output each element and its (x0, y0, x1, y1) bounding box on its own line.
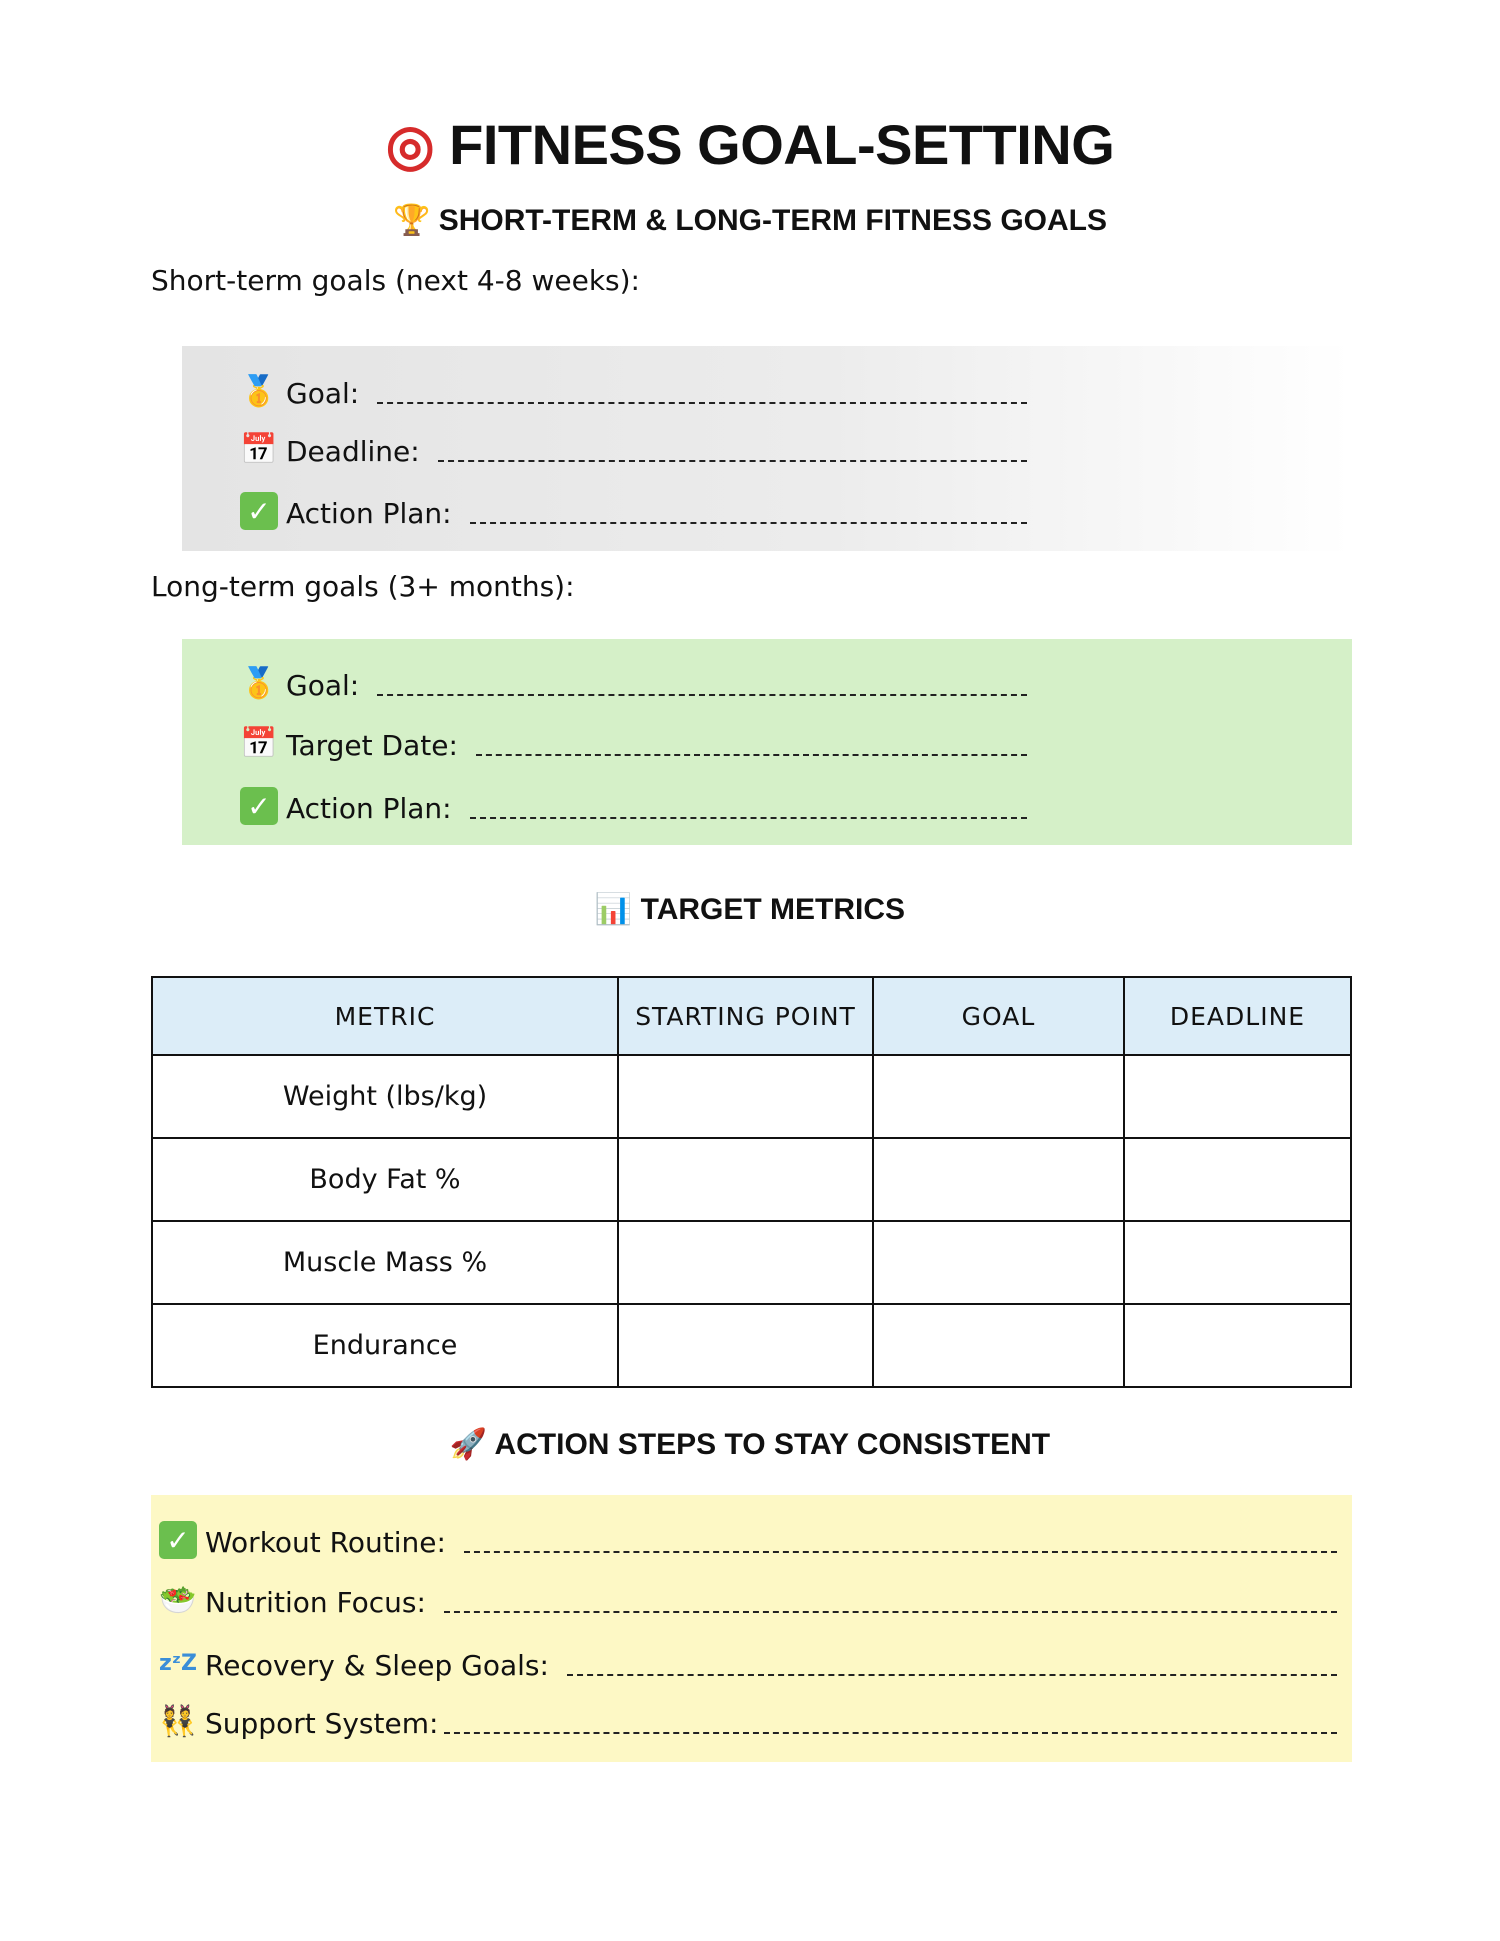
recovery-row[interactable]: zᶻZ Recovery & Sleep Goals: (159, 1638, 1337, 1682)
table-row (152, 1055, 1351, 1138)
metrics-table (151, 976, 1352, 1388)
goal-cell[interactable] (873, 1138, 1124, 1221)
long-action-input[interactable] (470, 817, 1027, 819)
metrics-heading: 📊 TARGET METRICS (594, 893, 906, 926)
medal-icon: 🥇 (240, 665, 278, 701)
short-deadline-row[interactable]: 📅 Deadline: (240, 424, 1027, 468)
short-deadline-input[interactable] (438, 460, 1027, 462)
workout-input[interactable] (464, 1551, 1337, 1553)
metric-name: Weight (lbs/kg) (152, 1055, 618, 1138)
table-row (152, 1138, 1351, 1221)
page-title: ◎ FITNESS GOAL-SETTING (385, 113, 1115, 176)
table-header-row (152, 977, 1351, 1055)
metric-name: Muscle Mass % (152, 1221, 618, 1304)
short-term-label: Short-term goals (next 4-8 weeks): (151, 264, 640, 297)
column-header: STARTING POINT (618, 977, 873, 1055)
deadline-cell[interactable] (1124, 1138, 1351, 1221)
support-row[interactable]: 👯 Support System: (159, 1696, 1337, 1740)
support-input[interactable] (444, 1732, 1337, 1734)
check-icon: ✓ (240, 787, 278, 825)
workout-row[interactable]: ✓ Workout Routine: (159, 1515, 1337, 1559)
short-action-row[interactable]: ✓ Action Plan: (240, 486, 1027, 530)
long-date-row[interactable]: 📅 Target Date: (240, 718, 1027, 762)
long-term-label: Long-term goals (3+ months): (151, 570, 575, 603)
column-header: METRIC (152, 977, 618, 1055)
starting-cell[interactable] (618, 1304, 873, 1387)
check-icon: ✓ (240, 492, 278, 530)
starting-cell[interactable] (618, 1221, 873, 1304)
goal-cell[interactable] (873, 1221, 1124, 1304)
deadline-cell[interactable] (1124, 1304, 1351, 1387)
goal-cell[interactable] (873, 1304, 1124, 1387)
deadline-cell[interactable] (1124, 1221, 1351, 1304)
target-icon: ◎ (385, 113, 435, 176)
column-header: DEADLINE (1124, 977, 1351, 1055)
table-row (152, 1221, 1351, 1304)
goals-heading: 🏆 SHORT-TERM & LONG-TERM FITNESS GOALS (392, 204, 1108, 237)
deadline-cell[interactable] (1124, 1055, 1351, 1138)
people-icon: 👯 (159, 1703, 197, 1739)
goal-cell[interactable] (873, 1055, 1124, 1138)
nutrition-input[interactable] (444, 1611, 1337, 1613)
column-header: GOAL (873, 977, 1124, 1055)
short-action-input[interactable] (470, 522, 1027, 524)
trophy-icon: 🏆 (392, 204, 431, 237)
starting-cell[interactable] (618, 1055, 873, 1138)
salad-icon: 🥗 (159, 1582, 197, 1618)
metric-name: Body Fat % (152, 1138, 618, 1221)
sleep-icon: zᶻZ (159, 1650, 197, 1676)
short-goal-row[interactable]: 🥇 Goal: (240, 366, 1027, 410)
long-goal-input[interactable] (377, 694, 1027, 696)
short-goal-input[interactable] (377, 402, 1027, 404)
medal-icon: 🥇 (240, 373, 278, 409)
calendar-icon: 📅 (240, 725, 278, 761)
table-row (152, 1304, 1351, 1387)
long-date-input[interactable] (476, 754, 1027, 756)
check-icon: ✓ (159, 1521, 197, 1559)
bar-chart-icon: 📊 (594, 893, 633, 926)
calendar-icon: 📅 (240, 431, 278, 467)
action-steps-heading: 🚀 ACTION STEPS TO STAY CONSISTENT (449, 1428, 1051, 1461)
metric-name: Endurance (152, 1304, 618, 1387)
long-action-row[interactable]: ✓ Action Plan: (240, 781, 1027, 825)
long-goal-row[interactable]: 🥇 Goal: (240, 658, 1027, 702)
recovery-input[interactable] (567, 1674, 1337, 1676)
starting-cell[interactable] (618, 1138, 873, 1221)
rocket-icon: 🚀 (449, 1428, 488, 1461)
nutrition-row[interactable]: 🥗 Nutrition Focus: (159, 1575, 1337, 1619)
